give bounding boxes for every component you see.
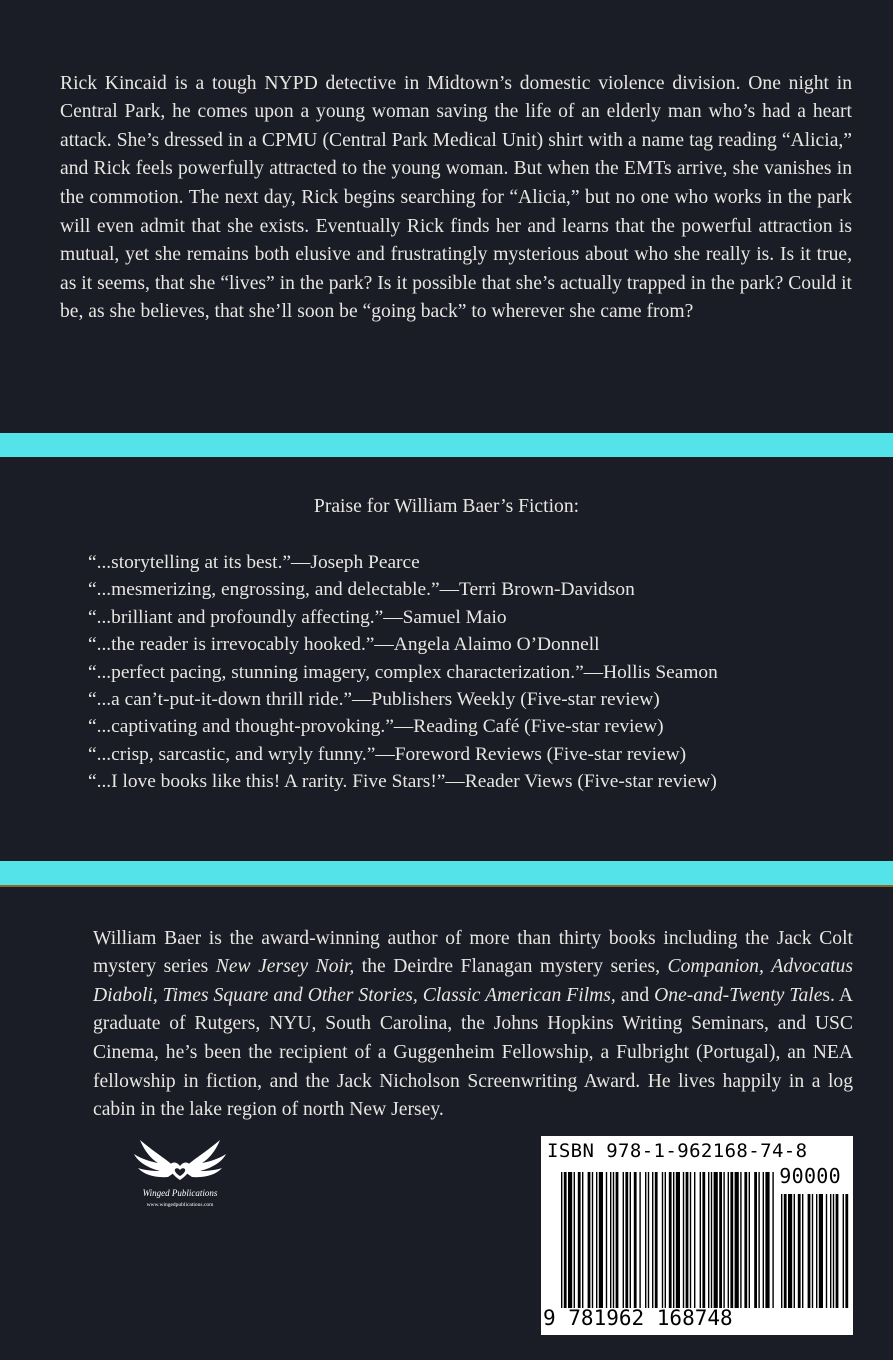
bio-text: William Baer is the award-winning author of more than thirty books including the Jack Colt mystery series [93,927,853,978]
barcode-bar [744,1172,747,1308]
barcode-bar [798,1194,801,1308]
barcode-bar [606,1172,607,1308]
isbn-label: ISBN 978-1-962168-74-8 [547,1140,808,1162]
bio-text: the Deirdre Flanagan mystery series, [354,956,668,978]
barcode-bar [662,1172,663,1308]
barcode-bar [669,1172,672,1308]
barcode-bar [812,1194,813,1308]
isbn-barcode [541,1136,853,1335]
book-title: Companion, [667,956,764,978]
praise-quote: “...a can’t-put-it-down thrill ride.”—Publishers Weekly (Five-star review) [88,689,660,711]
barcode-bar [694,1172,695,1308]
synopsis-text: Rick Kincaid is a tough NYPD detective in Midtown’s domestic violence division. One night in Central Park, he comes upon a young woman saving the life of an elderly man who’s had a heart attack. She’s dressed in a CPMU (Central Park Medical Unit) shirt with a name tag reading “Alicia,” and Rick feels powerfully attracted to the young woman. But when the EMTs arrive, she vanishes in the commotion. The next day, Rick begins searching for “Alicia,” but no one who works in the park will even admit that she exists. Eventually Rick finds her and learns that the powerful attraction is mutual, yet she remains both elusive and frustratingly mysterious about who she really is. Is it true, as it seems, that she “lives” in the park? Is it possible that she’s actually trapped in the park? Could it be, as she believes, that she’ll soon be “going back” to wherever she came from? [60,72,852,323]
barcode-bar [673,1172,674,1308]
book-title: New Jersey Noir, [215,956,355,978]
barcode-bar [784,1194,787,1308]
barcode-bar [578,1172,581,1308]
barcode-bar [665,1172,666,1308]
barcode-bar [564,1172,567,1308]
barcode-bar [568,1172,572,1308]
barcode-bar [711,1172,712,1308]
barcode-bar [808,1194,811,1308]
barcode-bar [802,1194,803,1308]
barcode-bar [630,1172,631,1308]
barcode-bar [683,1172,684,1308]
barcode-bar [708,1172,709,1308]
barcode-bar [816,1194,817,1308]
praise-quote: “...perfect pacing, stunning imagery, complex characterization.”—Hollis Seamon [88,661,718,683]
barcode-bar [843,1194,844,1308]
barcode-bar [749,1172,750,1308]
barcode-bar [574,1172,575,1308]
bio-text: and [615,984,655,1006]
barcode-bar [610,1172,611,1308]
book-title: Advocatus Diaboli, [93,956,853,1006]
publisher-name: Winged Publications [142,1188,218,1198]
barcode-bar [616,1172,619,1308]
praise-heading: Praise for William Baer’s Fiction: [313,496,580,517]
ean-digits: 9 781962 168748 [543,1306,733,1330]
barcode-bar [702,1172,705,1308]
praise-quote: “...captivating and thought-provoking.”—Reading Café (Five-star review) [88,716,664,738]
barcode-bar [714,1172,718,1308]
barcode-bar [588,1172,591,1308]
praise-quotes-list [88,549,848,796]
barcode-bar [582,1172,583,1308]
barcode-bar [754,1172,757,1308]
author-bio [93,925,853,1125]
barcode-bar [830,1194,831,1308]
barcode-bar [833,1194,834,1308]
book-title: Classic American Films, [422,984,616,1006]
book-title: Times Square and Other Stories, [162,984,418,1006]
publisher-url: www.wingedpublications.com [146,1202,214,1208]
barcode-bar [763,1172,764,1308]
book-title: One-and-Twenty Tale [654,984,823,1006]
praise-quote: “...brilliant and profoundly affecting.”—Samuel Maio [88,606,507,628]
barcode-bar [676,1172,680,1308]
barcode-bar [794,1194,795,1308]
barcode-bar [623,1172,624,1308]
price-code: 90000 [779,1164,841,1188]
barcode-bar [625,1172,628,1308]
barcode-bar [735,1172,739,1308]
barcode-bar [648,1172,649,1308]
barcode-bar [836,1194,839,1308]
barcode-bar [599,1172,603,1308]
praise-quote: “...crisp, sarcastic, and wryly funny.”—Foreword Reviews (Five-star review) [88,743,687,765]
barcode-bar [592,1172,593,1308]
barcode-bar [772,1172,773,1308]
barcode-bar [613,1172,614,1308]
barcode-bar [690,1172,691,1308]
praise-quote: “...mesmerizing, engrossing, and delectable.”—Terri Brown-Davidson [88,579,635,601]
praise-quote: “...the reader is irrevocably hooked.”—Angela Alaimo O’Donnell [88,634,600,656]
barcode-bar [700,1172,701,1308]
cyan-divider-bottom [0,861,893,887]
publisher-logo [128,1130,232,1212]
barcode-bar [730,1172,733,1308]
barcode-bar [781,1194,782,1308]
barcode-bar [596,1172,597,1308]
barcode-bar [634,1172,637,1308]
barcode-bar [765,1172,769,1308]
praise-quote: “...storytelling at its best.”—Joseph Pearce [88,552,420,573]
barcode-bar [758,1172,759,1308]
barcode-bar [561,1172,562,1308]
barcode-bar [719,1172,722,1308]
barcode-bar [819,1194,823,1308]
barcode-bar [826,1194,827,1308]
barcode-bar [788,1194,792,1308]
barcode-bar [655,1172,658,1308]
bio-text: s. A graduate of Rutgers, NYU, South Carolina, the Johns Hopkins Writing Seminars, and USC Cinema, he’s been the recipient of a Guggenheim Fellowship, a Fulbright (Portugal), an NEA fellowship in fiction, and the Jack Nicholson Screenwriting Award. He lives happily in a log cabin in the lake region of north New Jersey. [93,984,853,1121]
barcode-bar [645,1172,646,1308]
barcode-bar [740,1172,741,1308]
barcode-bar [652,1172,653,1308]
barcode-bar [639,1172,640,1308]
barcode-bar [845,1194,848,1308]
barcode-bar [728,1172,729,1308]
barcode-bar [723,1172,724,1308]
barcode-bar [686,1172,689,1308]
cyan-divider-top [0,433,893,457]
praise-quote: “...I love books like this! A rarity. Five Stars!”—Reader Views (Five-star review) [88,771,717,793]
